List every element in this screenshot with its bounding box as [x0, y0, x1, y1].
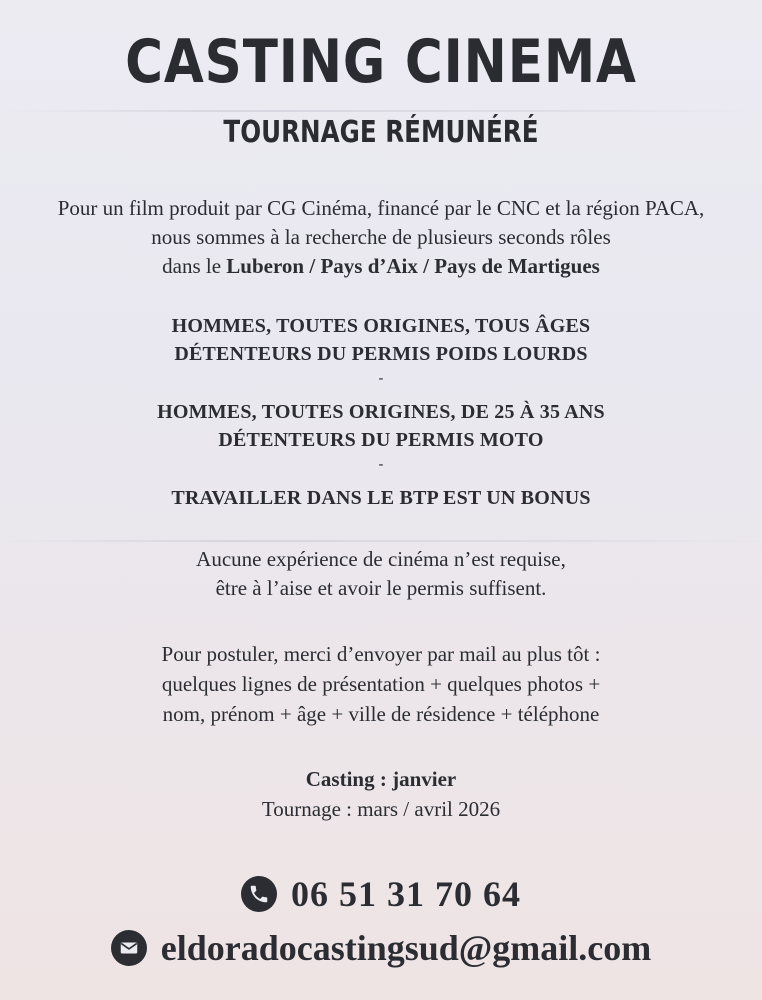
note-line: être à l’aise et avoir le permis suffisent.: [215, 576, 547, 600]
intro-line: Pour un film produit par CG Cinéma, financé par le CNC et la région PACA,: [57, 196, 705, 220]
envelope-icon: [111, 930, 147, 966]
requirement-line: DÉTENTEURS DU PERMIS POIDS LOURDS: [174, 343, 588, 365]
email-address[interactable]: eldoradocastingsud@gmail.com: [160, 928, 652, 968]
flyer-subtitle: TOURNAGE RÉMUNÉRÉ: [223, 115, 539, 150]
requirement-block: [0, 484, 762, 512]
requirement-line: HOMMES, TOUTES ORIGINES, TOUS ÂGES: [171, 315, 591, 337]
apply-paragraph: [0, 639, 762, 729]
requirement-block: [0, 312, 762, 368]
separator-dash: -: [378, 371, 384, 386]
email-contact[interactable]: [0, 920, 762, 976]
intro-line: [0, 252, 762, 281]
phone-icon: [241, 876, 277, 912]
phone-contact[interactable]: [0, 866, 762, 922]
note-line: Aucune expérience de cinéma n’est requise,: [196, 547, 566, 571]
paper-crease: [0, 540, 762, 542]
schedule-block: [0, 764, 762, 824]
apply-line: quelques lignes de présentation + quelques photos +: [161, 672, 601, 696]
note-paragraph: [0, 545, 762, 603]
requirement-block: [0, 398, 762, 454]
flyer-title: CASTING CINEMA: [125, 27, 637, 97]
requirement-line: HOMMES, TOUTES ORIGINES, DE 25 À 35 ANS: [157, 401, 605, 423]
requirement-line: TRAVAILLER DANS LE BTP EST UN BONUS: [171, 487, 591, 509]
apply-line: Pour postuler, merci d’envoyer par mail au plus tôt :: [161, 642, 601, 666]
apply-line: nom, prénom + âge + ville de résidence + téléphone: [162, 702, 600, 726]
separator-dash: -: [378, 457, 384, 472]
shooting-date: Tournage : mars / avril 2026: [261, 797, 501, 821]
intro-line: nous sommes à la recherche de plusieurs seconds rôles: [151, 225, 611, 249]
intro-line-prefix: dans le: [162, 254, 227, 278]
intro-locations: Luberon / Pays d’Aix / Pays de Martigues: [226, 254, 600, 278]
casting-date: Casting : janvier: [305, 767, 457, 791]
requirement-line: DÉTENTEURS DU PERMIS MOTO: [218, 429, 544, 451]
phone-number[interactable]: 06 51 31 70 64: [291, 874, 521, 914]
intro-paragraph: [0, 194, 762, 281]
